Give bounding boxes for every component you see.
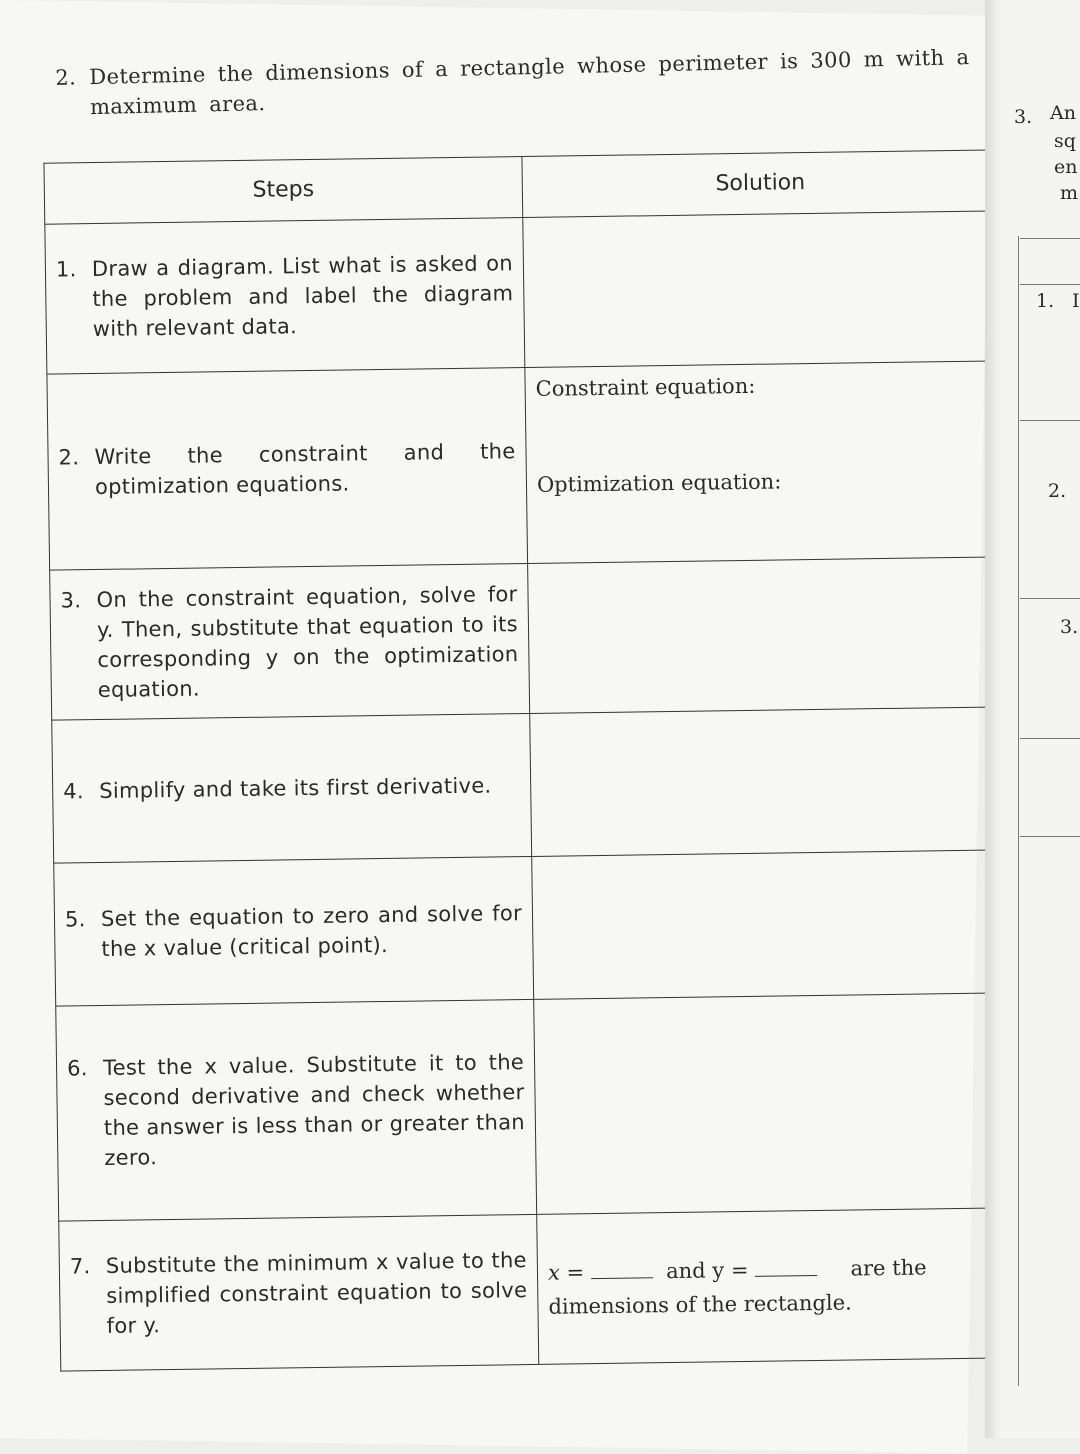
solution-header: Solution — [522, 150, 999, 218]
next-page-table-line — [1020, 836, 1080, 837]
steps-header: Steps — [44, 157, 523, 225]
answer-line-1 — [548, 1251, 1003, 1287]
step-text: Substitute the minimum x value to the simplified constraint equation to solve for y. — [105, 1247, 528, 1338]
step-text: On the constraint equation, solve for y. Then, substitute that equation to its corresponding y on the optimization equation. — [96, 581, 519, 702]
step-number: 6. — [66, 1056, 88, 1081]
next-page-fragment: 1. — [1036, 290, 1055, 312]
table-row — [52, 707, 1008, 863]
table-row — [59, 1208, 1015, 1371]
next-page-table-border — [1018, 236, 1019, 1386]
steps-solution-table — [43, 149, 1015, 1371]
problem-text-line2: maximum area. — [89, 91, 266, 120]
step-number: 7. — [69, 1253, 91, 1278]
step-text: Simplify and take its first derivative. — [99, 773, 492, 803]
step-text: Set the equation to zero and solve for the x value (critical point). — [100, 901, 523, 961]
next-page-fragment: 2. — [1048, 480, 1067, 502]
next-page-fragment: 3. — [1060, 616, 1079, 638]
step-cell — [54, 856, 534, 1006]
table-row — [45, 211, 1001, 374]
table-row — [54, 850, 1010, 1006]
x-answer-blank[interactable] — [591, 1259, 653, 1279]
y-answer-blank[interactable] — [755, 1257, 817, 1277]
next-page-table-line — [1020, 738, 1080, 739]
constraint-equation-label: Constraint equation: — [535, 373, 756, 401]
step-number: 2. — [58, 444, 80, 470]
step-number: 5. — [64, 907, 86, 932]
step-cell — [47, 368, 528, 571]
problem-statement — [55, 42, 991, 123]
step-cell — [56, 999, 537, 1221]
table-row — [50, 557, 1006, 720]
and-y-equals-label: and y = — [665, 1257, 749, 1283]
table-row — [47, 361, 1004, 570]
step-text: Test the x value. Substitute it to the second derivative and check whether the answer is less than or greater than zero. — [102, 1050, 526, 1170]
step-number: 4. — [63, 779, 85, 804]
answer-line-2: dimensions of the rectangle. — [548, 1290, 852, 1319]
next-page-table-line — [1020, 420, 1080, 421]
problem-text-line1: Determine the dimensions of a rectangle whose perimeter is 300 m with a — [89, 45, 970, 90]
solution-cell[interactable] — [534, 993, 1013, 1215]
are-the-text: are the — [850, 1254, 927, 1281]
step-text: Write the constraint and the optimization equations. — [94, 438, 516, 499]
next-page-fragment: An — [1050, 102, 1076, 124]
step-cell — [59, 1214, 539, 1371]
step-cell — [50, 563, 530, 720]
step-cell — [52, 713, 532, 863]
adjacent-page-edge — [1000, 0, 1080, 1438]
next-page-table-line — [1020, 598, 1080, 599]
solution-cell[interactable] — [530, 707, 1008, 857]
next-page-fragment: 3. — [1014, 106, 1033, 128]
next-page-table-line — [1020, 284, 1080, 285]
solution-cell[interactable] — [523, 211, 1001, 368]
step-number: 3. — [60, 587, 82, 613]
step-text: Draw a diagram. List what is asked on the problem and label the diagram with relevant data. — [91, 250, 514, 341]
next-page-fragment: m — [1060, 182, 1079, 204]
step-cell — [45, 218, 525, 375]
solution-cell[interactable] — [528, 557, 1006, 714]
answer-cell — [537, 1208, 1015, 1365]
next-page-fragment: en — [1054, 156, 1078, 178]
step-number: 1. — [55, 256, 77, 282]
x-equals-label: x = — [547, 1259, 585, 1285]
table-row — [56, 993, 1013, 1221]
optimization-equation-label: Optimization equation: — [536, 469, 782, 497]
problem-number: 2. — [55, 65, 77, 90]
next-page-fragment: I — [1072, 290, 1080, 312]
solution-cell[interactable] — [525, 361, 1004, 564]
solution-cell[interactable] — [532, 850, 1010, 1000]
next-page-fragment: sq — [1054, 130, 1076, 152]
next-page-table-line — [1020, 238, 1080, 239]
